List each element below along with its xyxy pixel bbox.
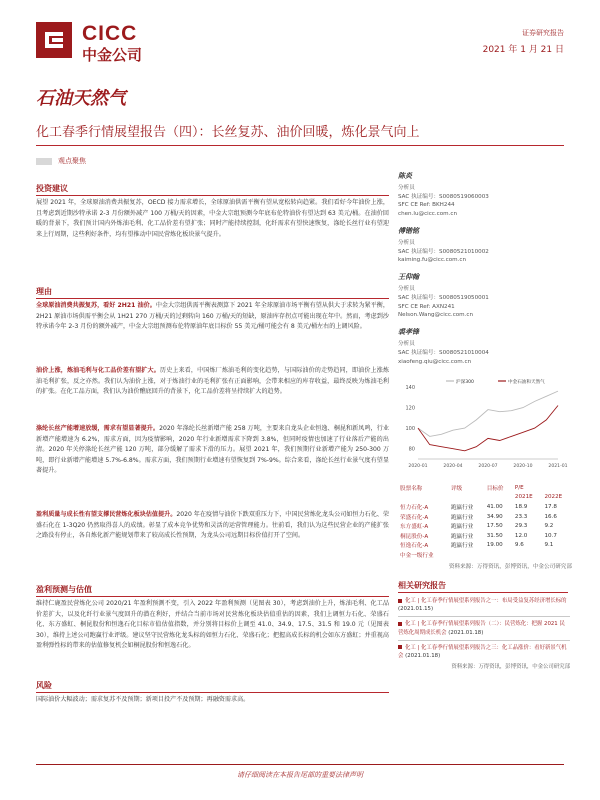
table-row: 桐昆股份-A 跑赢行业 31.50 12.0 10.7 (400, 532, 557, 540)
footer-divider (36, 764, 564, 765)
forecast-paragraph: 维持仁鹿盈民营炼化公司 2020/21 年盈利预测不变，引入 2022 年盈利预测（见图表 30），考虑到油价上升，炼油毛利、化工品价差扩大，以及化纤行业景气度回升的潜在利好，并结合当前市场对民营炼化板块估值重估的因素，我们上调恒力石化、荣盛石化、东方盛虹、桐昆股份和恒逸石化目标市值估值指数，并分别将目标价上调至 41.0、34.9、17.5、31.5 和 19.0 元（见图表 30），维持上述公司跑赢行业评级。建议坚守民营炼化龙头标的如恒力石化、荣盛石化；把握高成长标的机会如东方盛虹；并重视高盈利弹性标的带来的估值修复机会如桐昆股份和恒逸石化。 (36, 600, 389, 650)
analyst-card: 傅锴铭 分析员 SAC 执证编号：S0080521010002 kaiming.fu@cicc.com.cn (398, 227, 568, 265)
table-row: 恒逸石化-A 跑赢行业 19.00 9.6 9.1 (400, 542, 554, 550)
related-report-link[interactable]: 化工 | 化工春季行情展望系列报告之三：化工品涨价：看好新景气机会 (2021.01.18) (398, 644, 567, 660)
legal-footer: 请仔细阅读在本报告尾部的重要法律声明 (237, 771, 363, 779)
analyst-email[interactable]: chen.lu@cicc.com.cn (398, 211, 457, 218)
bullet-icon (398, 645, 402, 649)
y-tick-label: 80 (408, 446, 415, 453)
document-type: 证券研究报告 (522, 29, 564, 37)
related-research-head: 相关研究报告 (398, 581, 446, 590)
page-title: 石油天然气 (36, 88, 126, 109)
y-tick-label: 120 (405, 405, 415, 412)
related-research-list (398, 597, 570, 671)
reason-paragraph-3: 涤纶长丝产能增速放缓，需求有望显著提升。2020 年涤纶长丝新增产能 258 万吨，主要来自龙头企业恒逸、桐昆和新凤鸣，行业新增产能增速为 6.2%，需求方面，因为疫情影响，2020 年行业新增需求下降到 3.8%，但同时疫情也加速了行业落后产能的出清。2020 年关停涤纶长丝产能 120 万吨，部分缓解了需求下滑的压力。展望 2021 年，我们预期行业新增产能为 250-300 万吨，即行业新增产能增速 5.7%-6.8%。需求方面，我们预期行业增速有望恢复到 7%-9%。综合来看，涤纶长丝行业景气度有望显著提升。 (36, 425, 390, 475)
bullet-icon (398, 622, 402, 626)
section-forecast-head: 盈利预测与估值 (36, 585, 92, 594)
series-line-1 (418, 406, 558, 451)
reason-paragraph-1: 全球原油消费共振复苏，看好 2H21 油价。中金大宗组供需平衡表测算下 2021 年全球原油市场平衡有望从供大于求转为紧平衡，2H21 原油市场供需平衡会从 1H21 270 万桶/天的过剩转向 160 万桶/天的短缺，原油库存拐点可能出现在年中。然而，考虑到沙特承诺今年 2-3 月份的额外减产，中金大宗组预测布伦特原油年底目标价 55 美元/桶可能会有 8 美元/桶左右的上调风险。 (36, 302, 389, 331)
report-tag: 观点聚焦 (36, 156, 86, 166)
section-risk-head: 风险 (36, 681, 52, 690)
bullet-icon (398, 599, 402, 603)
section-divider (36, 692, 389, 693)
section-divider (36, 596, 389, 597)
related-divider (398, 592, 568, 593)
x-tick-label: 2020-10 (513, 464, 533, 469)
reason-paragraph-2: 油价上涨，炼油毛利与化工品价差有望扩大。历史上来看，中国炼厂炼油毛利的变化趋势，与国际油价的走势趋同，即油价上涨炼油毛利扩张，反之亦然。我们认为油价上涨，对于炼油行业的毛利扩张有正面影响，会带来相应的库存收益，最终反映为炼油毛利的扩张。在化工品方面，我们认为油价醮底回升的背景下，化工品价差将呈持续扩大的趋势。 (36, 367, 390, 396)
y-tick-label: 140 (405, 385, 415, 391)
table-header-row: 股票名称 评级 目标价 P/E (400, 484, 524, 492)
y-tick-label: 100 (405, 426, 415, 433)
logo-text-en: CICC (82, 22, 138, 45)
analyst-email[interactable]: xiaofeng.qiu@cicc.com.cn (398, 358, 472, 365)
analyst-email[interactable]: kaiming.fu@cicc.com.cn (398, 257, 467, 264)
analyst-card: 王仰翰 分析员 SAC 执证编号：S0080519050001 SFC CE Ref: AXN241 Nelson.Wang@cicc.com.cn (398, 273, 568, 320)
tag-swatch-icon (36, 158, 52, 165)
series-line-0 (418, 391, 558, 436)
reason-paragraph-4: 盈利质量与成长性有望支撑民营炼化板块估值提升。2020 年在疫情与油价下跌双重压力下，中国民营炼化龙头公司如恒力石化、荣盛石化在 1-3Q20 仍然取得喜人的成绩。彰显了成本竞争优势和灵活的运营管理能力。往前看，我们认为这些民营企业的产能扩张之路没有停止，各自炼化新产能规划带来了较高成长性预期，为龙头公司远期目标价值打开了空间。 (36, 511, 390, 540)
logo-text-cn: 中金公司 (82, 46, 143, 64)
x-tick-label: 2020-07 (478, 464, 498, 469)
analyst-email[interactable]: Nelson.Wang@cicc.com.cn (398, 312, 474, 319)
related-source: 资料来源：万得资讯，彭博资讯，中金公司研究部 (451, 664, 570, 671)
table-row: 东方盛虹-A 跑赢行业 17.50 29.3 9.2 (400, 523, 554, 531)
related-separator (398, 640, 570, 641)
header-divider (36, 145, 564, 146)
table-row: 恒力石化-A 跑赢行业 41.00 18.9 17.8 (400, 503, 557, 511)
table-source: 资料来源：万得资讯，彭博资讯，中金公司研究部 (448, 563, 572, 570)
analyst-card: 裘孝锋 分析员 SAC 执证编号：S0080521010004 xiaofeng.qiu@cicc.com.cn (398, 328, 568, 366)
report-subtitle: 化工春季行情展望报告（四）：长丝复苏、油价回暖，炼化景气向上 (36, 125, 420, 140)
section-invest-head: 投资建议 (36, 184, 68, 193)
related-separator (398, 616, 570, 617)
table-subheader-row: 2021E 2022E (514, 494, 563, 501)
legend-label: 沪深300 (456, 380, 474, 385)
x-tick-label: 2020-01 (408, 464, 428, 469)
valuation-table (398, 483, 572, 570)
related-report-link[interactable]: 化工 | 化工春季行情展望系列报告（二）：民营炼化：把握 2021 民营炼化周期成长机会 (2021.01.18) (398, 621, 565, 636)
section-reason-head: 理由 (36, 287, 52, 296)
x-tick-label: 2020-04 (443, 464, 463, 469)
table-row: 荣盛石化-A 跑赢行业 34.90 23.3 16.6 (400, 513, 557, 521)
invest-paragraph: 展望 2021 年，全球原油消费共振复苏，OECD 接力需求增长，全球原油供需平衡有望从宽松转向趋紧。我们看好今年油价上涨，且考虑到近期沙特承诺 2-3 月份额外减产 100 万桶/天的因素，中金大宗组预测今年底布伦特油价有望达到 63 美元/桶。在油价回暖的背景下，我们预计国内外炼油毛利、化工品价差有望扩张；同时产能持续控制，化纤需求有望快速恢复，涤纶长丝行业有望迎来上行周期，这些利好条件，均有望推动中国民营炼化板块景气提升。 (36, 199, 389, 238)
analyst-list (398, 172, 568, 374)
performance-chart (398, 375, 568, 475)
legend-label: 中金石油和天然气 (508, 380, 545, 385)
section-divider (36, 298, 389, 299)
related-report-link[interactable]: 化工 | 化工春季行情展望系列报告之一：布局受益复苏经济增长标的 (2021.01.15) (398, 598, 567, 613)
x-tick-label: 2021-01 (548, 464, 568, 469)
table-row: 中金一级行业 (400, 552, 434, 559)
cicc-logo-icon (36, 22, 72, 58)
report-date: 2021 年 1 月 21 日 (482, 45, 564, 55)
section-divider (36, 195, 389, 196)
risk-paragraph: 国际油价大幅波动；需求复苏不及预期；新项目投产不及预期；再融资需求高。 (36, 696, 250, 703)
analyst-card: 陈炎 分析员 SAC 执证编号：S0080519060003 SFC CE Ref: BKH244 chen.lu@cicc.com.cn (398, 172, 568, 219)
